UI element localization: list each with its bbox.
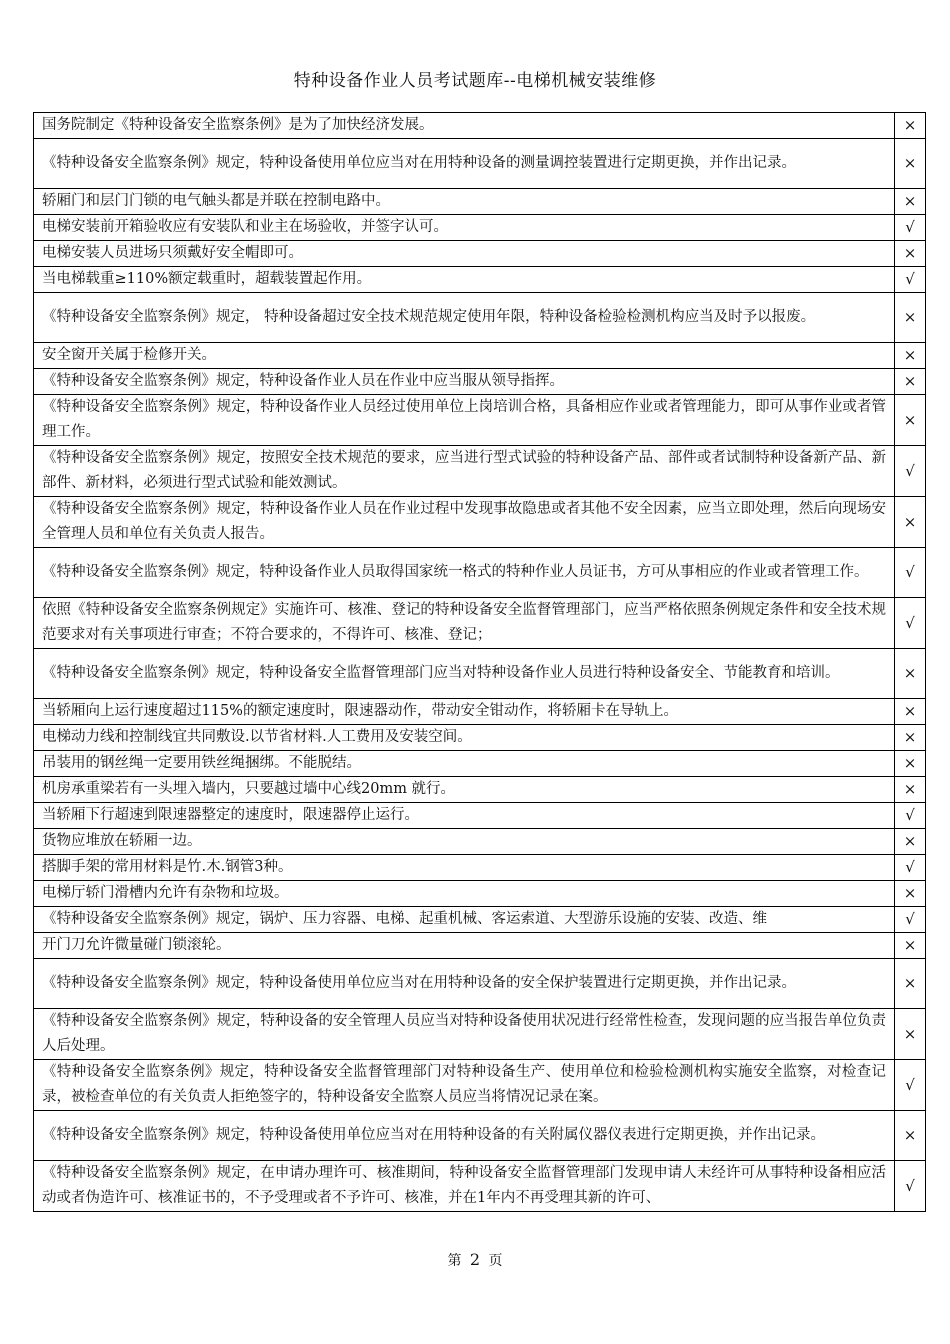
answer-mark: × xyxy=(895,497,926,548)
answer-mark: √ xyxy=(895,907,926,933)
question-text: 《特种设备安全监察条例》规定，特种设备安全监督管理部门应当对特种设备作业人员进行特种设备安全、节能教育和培训。 xyxy=(34,649,895,699)
page-footer-prefix: 第 xyxy=(447,1253,462,1269)
question-row xyxy=(34,829,926,855)
page-footer-suffix: 页 xyxy=(488,1253,503,1269)
answer-mark: √ xyxy=(895,446,926,497)
question-text: 机房承重梁若有一头埋入墙内，只要越过墙中心线20mm 就行。 xyxy=(34,777,895,803)
question-text: 搭脚手架的常用材料是竹.木.钢管3种。 xyxy=(34,855,895,881)
question-text: 开门刀允许微量碰门锁滚轮。 xyxy=(34,933,895,959)
answer-mark: × xyxy=(895,649,926,699)
question-table-body xyxy=(34,113,926,1212)
answer-mark: × xyxy=(895,959,926,1009)
question-row xyxy=(34,598,926,649)
question-text: 《特种设备安全监察条例》规定，特种设备使用单位应当对在用特种设备的测量调控装置进行定期更换，并作出记录。 xyxy=(34,139,895,189)
question-row xyxy=(34,241,926,267)
question-text: 《特种设备安全监察条例》规定，按照安全技术规范的要求，应当进行型式试验的特种设备产品、部件或者试制特种设备新产品、新部件、新材料，必须进行型式试验和能效测试。 xyxy=(34,446,895,497)
question-text: 《特种设备安全监察条例》规定，特种设备作业人员经过使用单位上岗培训合格，具备相应作业或者管理能力，即可从事作业或者管理工作。 xyxy=(34,395,895,446)
question-row xyxy=(34,649,926,699)
answer-mark: × xyxy=(895,751,926,777)
question-text: 《特种设备安全监察条例》规定，特种设备使用单位应当对在用特种设备的有关附属仪器仪表进行定期更换，并作出记录。 xyxy=(34,1111,895,1161)
question-row xyxy=(34,395,926,446)
question-row xyxy=(34,343,926,369)
question-row xyxy=(34,959,926,1009)
question-text: 当电梯载重≥110%额定载重时，超载装置起作用。 xyxy=(34,267,895,293)
question-row xyxy=(34,1009,926,1060)
question-text: 《特种设备安全监察条例》规定，特种设备安全监督管理部门对特种设备生产、使用单位和检验检测机构实施安全监察，对检查记录，被检查单位的有关负责人拒绝签字的，特种设备安全监察人员应当将情况记录在案。 xyxy=(34,1060,895,1111)
question-text: 安全窗开关属于检修开关。 xyxy=(34,343,895,369)
question-text: 电梯厅轿门滑槽内允许有杂物和垃圾。 xyxy=(34,881,895,907)
answer-mark: × xyxy=(895,699,926,725)
question-text: 《特种设备安全监察条例》规定，特种设备作业人员取得国家统一格式的特种作业人员证书，方可从事相应的作业或者管理工作。 xyxy=(34,548,895,598)
question-row xyxy=(34,113,926,139)
answer-mark: × xyxy=(895,189,926,215)
question-row xyxy=(34,497,926,548)
question-row xyxy=(34,446,926,497)
question-row xyxy=(34,369,926,395)
question-text: 电梯动力线和控制线宜共同敷设.以节省材料.人工费用及安装空间。 xyxy=(34,725,895,751)
answer-mark: × xyxy=(895,241,926,267)
answer-mark: × xyxy=(895,725,926,751)
question-row xyxy=(34,267,926,293)
answer-mark: × xyxy=(895,395,926,446)
question-text: 货物应堆放在轿厢一边。 xyxy=(34,829,895,855)
question-text: 当轿厢向上运行速度超过115%的额定速度时，限速器动作，带动安全钳动作，将轿厢卡在导轨上。 xyxy=(34,699,895,725)
question-text: 《特种设备安全监察条例》规定，特种设备作业人员在作业过程中发现事故隐患或者其他不安全因素，应当立即处理，然后向现场安全管理人员和单位有关负责人报告。 xyxy=(34,497,895,548)
question-text: 电梯安装人员进场只须戴好安全帽即可。 xyxy=(34,241,895,267)
answer-mark: × xyxy=(895,777,926,803)
question-text: 依照《特种设备安全监察条例规定》实施许可、核准、登记的特种设备安全监督管理部门，应当严格依照条例规定条件和安全技术规范要求对有关事项进行审查；不符合要求的，不得许可、核准、登记； xyxy=(34,598,895,649)
answer-mark: × xyxy=(895,369,926,395)
question-row xyxy=(34,215,926,241)
question-row xyxy=(34,855,926,881)
answer-mark: × xyxy=(895,829,926,855)
question-row xyxy=(34,933,926,959)
question-text: 轿厢门和层门门锁的电气触头都是并联在控制电路中。 xyxy=(34,189,895,215)
question-row xyxy=(34,907,926,933)
question-text: 当轿厢下行超速到限速器整定的速度时，限速器停止运行。 xyxy=(34,803,895,829)
question-text: 吊装用的钢丝绳一定要用铁丝绳捆绑。不能脱结。 xyxy=(34,751,895,777)
question-row xyxy=(34,293,926,343)
question-text: 国务院制定《特种设备安全监察条例》是为了加快经济发展。 xyxy=(34,113,895,139)
question-row xyxy=(34,1161,926,1212)
question-text: 《特种设备安全监察条例》规定， 特种设备超过安全技术规范规定使用年限，特种设备检验检测机构应当及时予以报废。 xyxy=(34,293,895,343)
answer-mark: √ xyxy=(895,267,926,293)
page-number: 2 xyxy=(469,1250,481,1269)
page-title: 特种设备作业人员考试题库--电梯机械安装维修 xyxy=(293,71,657,91)
question-row xyxy=(34,725,926,751)
answer-mark: √ xyxy=(895,598,926,649)
question-text: 电梯安装前开箱验收应有安装队和业主在场验收，并签字认可。 xyxy=(34,215,895,241)
question-row xyxy=(34,139,926,189)
page-footer xyxy=(0,1250,950,1270)
answer-mark: × xyxy=(895,343,926,369)
answer-mark: √ xyxy=(895,1161,926,1212)
question-row xyxy=(34,548,926,598)
question-row xyxy=(34,751,926,777)
question-row xyxy=(34,189,926,215)
question-row xyxy=(34,699,926,725)
answer-mark: √ xyxy=(895,803,926,829)
answer-mark: √ xyxy=(895,548,926,598)
question-row xyxy=(34,777,926,803)
question-text: 《特种设备安全监察条例》规定，在申请办理许可、核准期间，特种设备安全监督管理部门发现申请人未经许可从事特种设备相应活动或者伪造许可、核准证书的，不予受理或者不予许可、核准，并在1年内不再受理其新的许可、 xyxy=(34,1161,895,1212)
answer-mark: √ xyxy=(895,855,926,881)
question-text: 《特种设备安全监察条例》规定，特种设备作业人员在作业中应当服从领导指挥。 xyxy=(34,369,895,395)
question-row xyxy=(34,881,926,907)
answer-mark: × xyxy=(895,1009,926,1060)
question-row xyxy=(34,803,926,829)
answer-mark: × xyxy=(895,933,926,959)
answer-mark: × xyxy=(895,113,926,139)
answer-mark: √ xyxy=(895,215,926,241)
answer-mark: √ xyxy=(895,1060,926,1111)
answer-mark: × xyxy=(895,881,926,907)
answer-mark: × xyxy=(895,1111,926,1161)
question-text: 《特种设备安全监察条例》规定，特种设备使用单位应当对在用特种设备的安全保护装置进行定期更换，并作出记录。 xyxy=(34,959,895,1009)
question-row xyxy=(34,1060,926,1111)
question-text: 《特种设备安全监察条例》规定，特种设备的安全管理人员应当对特种设备使用状况进行经常性检查，发现问题的应当报告单位负责人后处理。 xyxy=(34,1009,895,1060)
answer-mark: × xyxy=(895,139,926,189)
answer-mark: × xyxy=(895,293,926,343)
question-table xyxy=(33,112,926,1212)
question-text: 《特种设备安全监察条例》规定，锅炉、压力容器、电梯、起重机械、客运索道、大型游乐设施的安装、改造、维 xyxy=(34,907,895,933)
question-row xyxy=(34,1111,926,1161)
